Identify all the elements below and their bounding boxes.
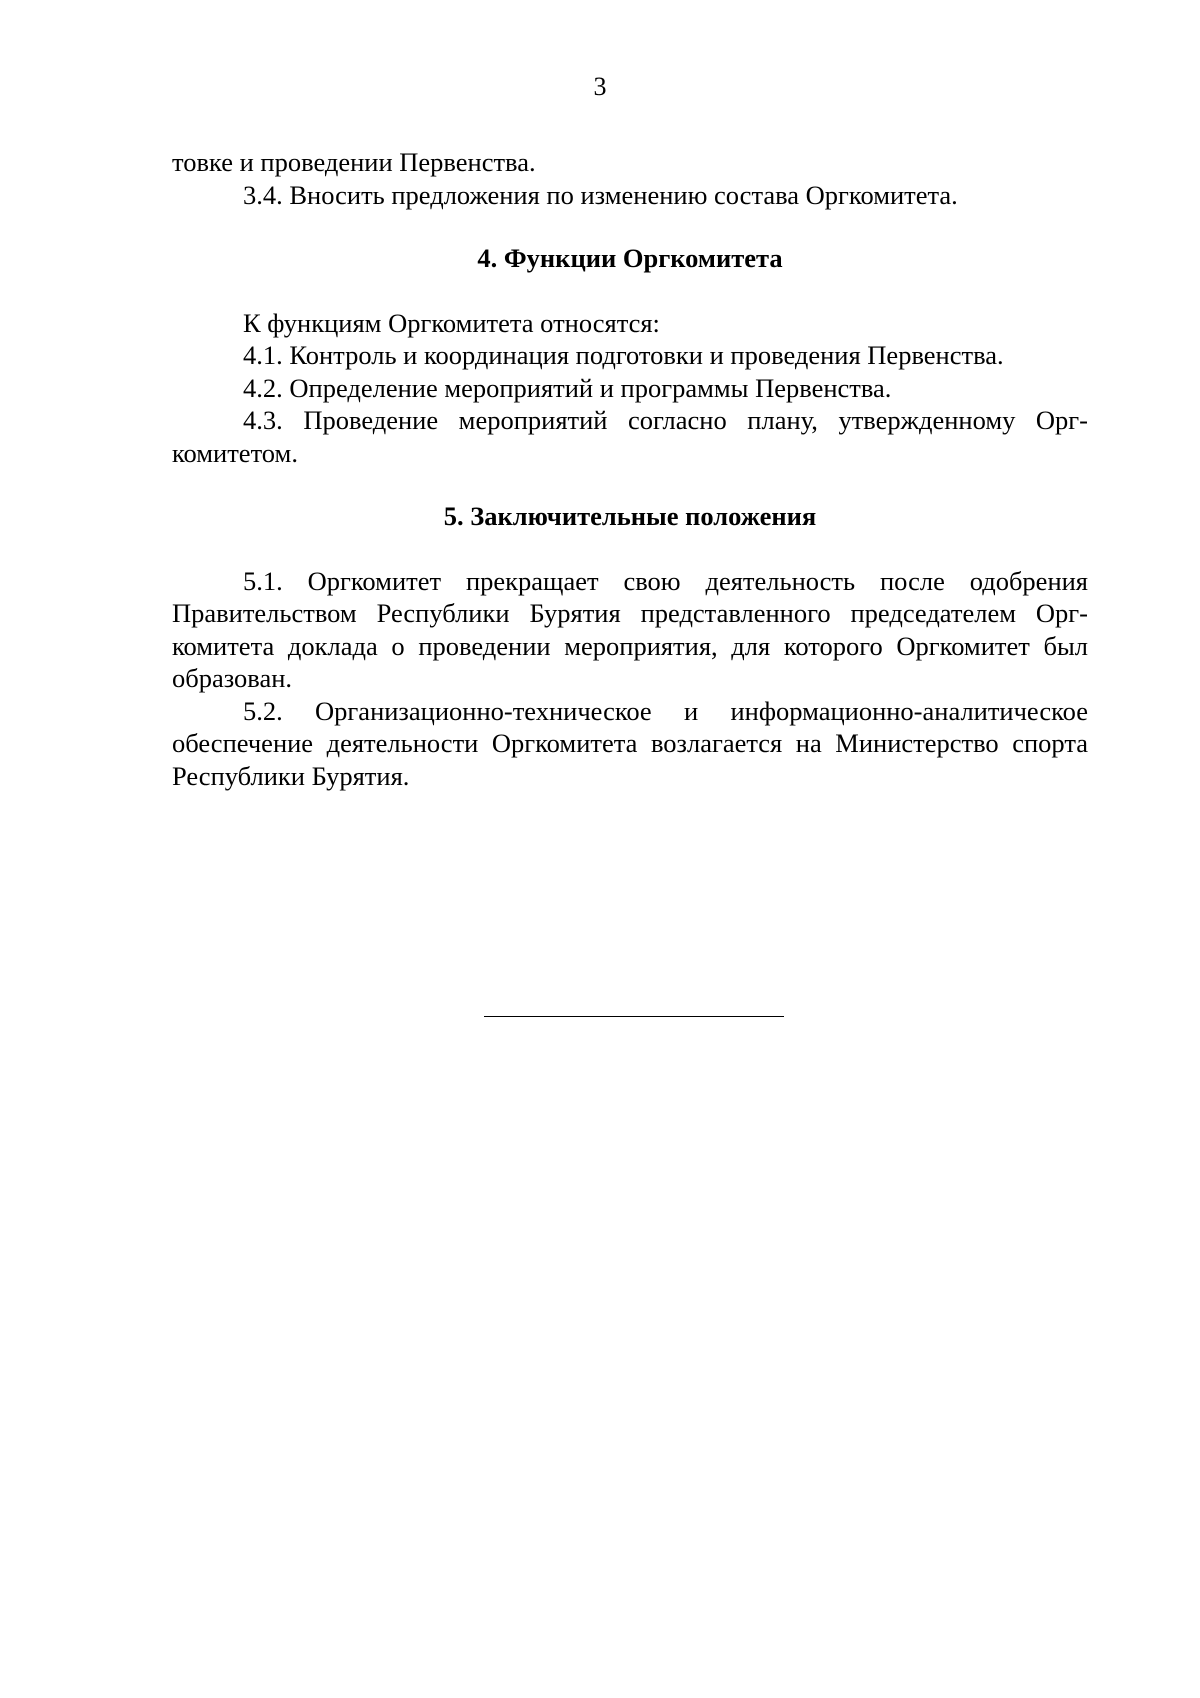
paragraph-4-1: 4.1. Контроль и координация подготовки и проведения Первенства. <box>243 340 1004 370</box>
paragraph-5-2: 5.2. Организационно-техническое и информационно-аналитическое обеспечение деятельности Оргкомитета возлагается на Министерство спорта Республики Бурятия. <box>172 695 1088 791</box>
paragraph-4-2: 4.2. Определение мероприятий и программы Первенства. <box>243 372 892 403</box>
paragraph-5-1: 5.1. Оргкомитет прекращает свою деятельность после одобрения Правительством Республики Бурятия представленного председателем Оргкомитета доклада о проведении мероприятия, для которого Оргкомитет был образован. <box>172 565 1088 693</box>
paragraph-continuation: товке и проведении Первенства. <box>172 147 536 177</box>
spacer <box>172 533 1088 565</box>
spacer <box>172 211 1088 242</box>
page-number: 3 <box>593 72 607 101</box>
paragraph-functions-intro: К функциям Оргкомитета относятся: <box>243 307 660 338</box>
end-separator-line <box>484 1016 784 1017</box>
section-5-heading: 5. Заключительные положения <box>443 501 817 531</box>
paragraph-4-3: 4.3. Проведение мероприятий согласно плану, утвержденному Оргкомитетом. <box>172 405 1088 468</box>
spacer <box>172 469 1088 500</box>
section-4-heading: 4. Функции Оргкомитета <box>477 243 783 273</box>
paragraph-3-4: 3.4. Вносить предложения по изменению состава Оргкомитета. <box>243 179 958 210</box>
spacer <box>172 275 1088 307</box>
document-body <box>172 146 1088 792</box>
